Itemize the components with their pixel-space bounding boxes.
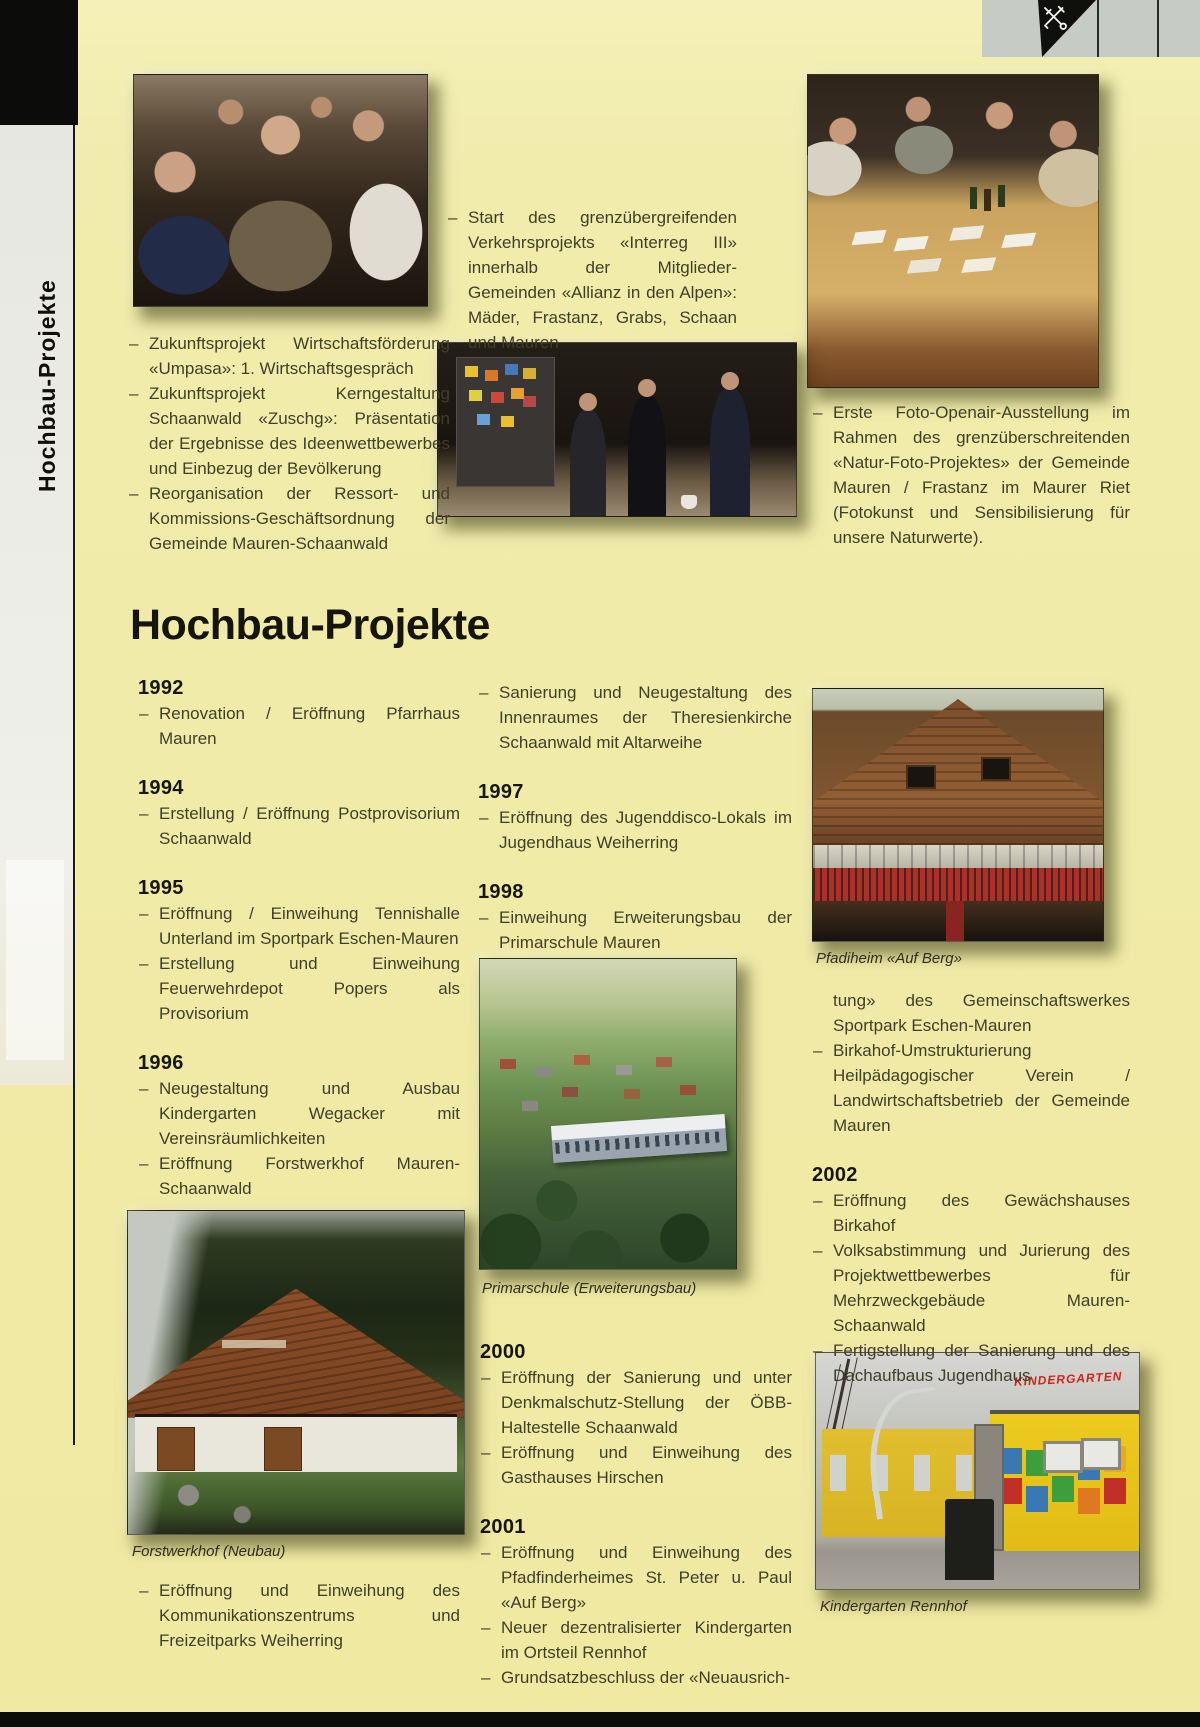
bullet-text: Eröffnung des Jugenddisco-Lokals im Jugendhaus Weiherring: [499, 808, 792, 852]
intro-left-text: [128, 331, 450, 556]
bullet-text: Volksabstimmung und Jurierung des Projektwettbewerbes für Mehrzweckgebäude Mauren-Schaanwald: [833, 1241, 1130, 1335]
bullet-text: Sanierung und Neugestaltung des Innenraumes der Theresienkirche Schaanwald mit Altarweihe: [499, 683, 792, 752]
band-divider-line: [1097, 0, 1099, 57]
bullet-dash: –: [813, 1041, 823, 1060]
bullet-text: Birkahof-Umstrukturierung Heilpädagogischer Verein / Landwirtschaftsbetrieb der Gemeinde Mauren: [833, 1041, 1130, 1135]
bullet-text: Grundsatzbeschluss der «Neuausrich-: [501, 1668, 791, 1687]
bullet-item: [138, 951, 460, 1026]
bullet-dash: –: [448, 208, 458, 227]
year-section-1995: [138, 876, 460, 1026]
photo-decor-person: [628, 395, 666, 516]
bullet-text: tung» des Gemeinschaftswerkes Sportpark Eschen-Mauren: [833, 991, 1130, 1035]
photo-decor-window: [1081, 1438, 1121, 1470]
timeline-col1-closing: [138, 1578, 460, 1653]
bullet-text: Eröffnung Forstwerkhof Mauren-Schaanwald: [159, 1154, 460, 1198]
bullet-item: [138, 1151, 460, 1201]
bullet-dash: –: [139, 704, 149, 723]
page-corner-mark: [0, 0, 78, 125]
bullet-dash: –: [813, 1191, 823, 1210]
photo-decor-person: [570, 409, 606, 516]
bullet-item: [480, 1665, 792, 1690]
bullet-item: [480, 1615, 792, 1665]
photo-decor-sticky-notes: [465, 366, 478, 377]
photo-decor-pinboard: [456, 357, 555, 487]
photo-decor-facade-band: [813, 845, 1103, 868]
photo-decor-bottles: [970, 187, 977, 209]
photo-decor-school-building: [551, 1114, 727, 1163]
timeline-col1: [138, 676, 460, 1201]
year-section-2001: [480, 1515, 792, 1690]
bullet-item: [128, 381, 450, 481]
year-label: 2001: [480, 1516, 526, 1538]
page-title: Hochbau-Projekte: [130, 601, 490, 649]
year-label: 1996: [138, 1052, 184, 1074]
bullet-item: [480, 1540, 792, 1615]
bullet-dash: –: [813, 1341, 823, 1360]
bullet-dash: –: [481, 1618, 491, 1637]
year-section-1997: [478, 780, 792, 855]
bullet-dash: –: [139, 1581, 149, 1600]
photo-decor-building-wing: [990, 1410, 1139, 1551]
bullet-text: Renovation / Eröffnung Pfarrhaus Mauren: [159, 704, 460, 748]
bullet-item: [812, 1038, 1130, 1138]
bullet-item: [812, 1188, 1130, 1238]
year-label: 1994: [138, 777, 184, 799]
year-section-2001-cont: [812, 988, 1130, 1138]
bullet-dash: –: [813, 1241, 823, 1260]
bullet-dash: –: [139, 1079, 149, 1098]
caption-kindergarten: Kindergarten Rennhof: [820, 1598, 967, 1615]
bullet-dash: –: [481, 1443, 491, 1462]
bullet-continuation: [812, 988, 1130, 1038]
photo-decor-balcony: [813, 868, 1103, 901]
kindergarten-wall-text: KINDERGARTEN: [1014, 1369, 1124, 1389]
meeting-table-photo: [807, 74, 1099, 388]
bullet-text: Start des grenzübergreifenden Verkehrsprojekts «Interreg III» innerhalb der Mitglieder-Gemeinden «Allianz in den Alpen»: Mäder, Frastanz, Grabs, Schaan und Mauren: [468, 208, 737, 352]
photo-decor-roof: [812, 699, 1104, 845]
bullet-dash: –: [129, 484, 139, 503]
intro-right-text: [812, 400, 1130, 550]
year-section-2002: [812, 1163, 1130, 1388]
band-divider-line: [1157, 0, 1159, 57]
bullet-item: [138, 801, 460, 851]
bullet-dash: –: [139, 1154, 149, 1173]
year-section-1994: [138, 776, 460, 851]
sidebar-divider-line: [73, 125, 75, 1445]
caption-pfadiheim: Pfadiheim «Auf Berg»: [816, 950, 962, 967]
photo-decor-window: [1043, 1441, 1083, 1473]
intro-middle-text: [447, 205, 737, 355]
photo-decor-roof: [128, 1289, 464, 1418]
bullet-text: Zukunftsprojekt Kerngestaltung Schaanwald «Zuschg»: Präsentation der Ergebnisse des Ideenwettbewerbes und Einbezug der Bevölkerung: [149, 384, 450, 478]
bullet-text: Zukunftsprojekt Wirtschaftsförderung «Umpasa»: 1. Wirtschaftsgespräch: [149, 334, 450, 378]
bullet-text: Erste Foto-Openair-Ausstellung im Rahmen des grenzüberschreitenden «Natur-Foto-Projektes» der Gemeinde Mauren / Frastanz im Maurer Riet (Fotokunst und Sensibilisierung für unsere Naturwerte).: [833, 403, 1130, 547]
bullet-item: [480, 1440, 792, 1490]
timeline-col2-lower: [480, 1340, 792, 1690]
forstwerkhof-photo: [127, 1210, 465, 1535]
bullet-text: Neuer dezentralisierter Kindergarten im Ortsteil Rennhof: [501, 1618, 792, 1662]
bullet-dash: –: [479, 908, 489, 927]
bullet-text: Eröffnung und Einweihung des Gasthauses Hirschen: [501, 1443, 792, 1487]
photo-decor-shutter: [157, 1427, 195, 1471]
sidebar-strip-patch: [6, 860, 64, 1060]
presentation-photo: [437, 342, 797, 517]
bullet-item: [812, 400, 1130, 550]
header-band: [982, 0, 1200, 57]
bullet-text: Eröffnung und Einweihung des Kommunikationszentrums und Freizeitparks Weiherring: [159, 1581, 460, 1650]
year-label: 1997: [478, 781, 524, 803]
bullet-item: [447, 205, 737, 355]
year-label: 1998: [478, 881, 524, 903]
bullet-text: Eröffnung der Sanierung und unter Denkmalschutz-Stellung der ÖBB-Haltestelle Schaanwald: [501, 1368, 792, 1437]
year-label: 2000: [480, 1341, 526, 1363]
year-section-1992: [138, 676, 460, 751]
bottom-edge-bar: [0, 1712, 1200, 1727]
bullet-text: Eröffnung und Einweihung des Pfadfinderheimes St. Peter u. Paul «Auf Berg»: [501, 1543, 792, 1612]
bullet-dash: –: [139, 904, 149, 923]
photo-decor-bin: [945, 1499, 993, 1579]
bullet-item: [812, 1338, 1130, 1388]
bullet-item: [812, 1238, 1130, 1338]
timeline-col3: [812, 988, 1130, 1388]
bullet-item: [138, 701, 460, 751]
year-section-1996-cont: [478, 680, 792, 755]
year-section-2000: [480, 1340, 792, 1490]
photo-decor-canopy: [859, 1386, 952, 1519]
photo-decor-plant-pot: [681, 495, 697, 509]
photo-decor-window: [906, 765, 936, 789]
bullet-item: [480, 1365, 792, 1440]
photo-decor-pillar: [946, 901, 964, 941]
corner-triangle: [1038, 0, 1096, 57]
bullet-dash: –: [139, 954, 149, 973]
bullet-dash: –: [139, 804, 149, 823]
bullet-item: [478, 905, 792, 955]
year-label: 1995: [138, 877, 184, 899]
bullet-text: Neugestaltung und Ausbau Kindergarten Wegacker mit Vereinsräumlichkeiten: [159, 1079, 460, 1148]
year-label: 2002: [812, 1164, 858, 1186]
bullet-item: [128, 331, 450, 381]
bullet-dash: –: [479, 808, 489, 827]
bullet-item: [138, 1076, 460, 1151]
bullet-item: [128, 481, 450, 556]
bullet-text: Erstellung und Einweihung Feuerwehrdepot Popers als Provisorium: [159, 954, 460, 1023]
bullet-item: [478, 680, 792, 755]
photo-decor-papers: [852, 230, 887, 246]
year-section-1998: [478, 880, 792, 955]
bullet-dash: –: [481, 1543, 491, 1562]
bullet-text: Reorganisation der Ressort- und Kommissions-Geschäftsordnung der Gemeinde Mauren-Schaanwald: [149, 484, 450, 553]
sidebar-vertical-label: Hochbau-Projekte: [34, 279, 60, 492]
bullet-dash: –: [481, 1668, 491, 1687]
bullet-dash: –: [129, 334, 139, 353]
bullet-dash: –: [481, 1368, 491, 1387]
bullet-item: [478, 805, 792, 855]
photo-decor-wall: [135, 1414, 458, 1472]
bullet-text: Erstellung / Eröffnung Postprovisorium Schaanwald: [159, 804, 460, 848]
bullet-dash: –: [129, 384, 139, 403]
photo-decor-village-roofs: [500, 1059, 516, 1069]
bullet-text: Eröffnung des Gewächshauses Birkahof: [833, 1191, 1130, 1235]
photo-decor-person: [710, 388, 750, 516]
audience-photo: [133, 74, 428, 307]
bullet-text: Einweihung Erweiterungsbau der Primarschule Mauren: [499, 908, 792, 952]
bullet-text: Eröffnung / Einweihung Tennishalle Unterland im Sportpark Eschen-Mauren: [159, 904, 460, 948]
crossed-key-and-sword-icon: [1040, 3, 1070, 33]
bullet-item: [138, 1578, 460, 1653]
photo-decor-shutter: [264, 1427, 302, 1471]
timeline-col2-upper: [478, 680, 792, 955]
bullet-dash: –: [479, 683, 489, 702]
caption-primarschule: Primarschule (Erweiterungsbau): [482, 1280, 697, 1297]
bullet-text: Fertigstellung der Sanierung und des Dachaufbaus Jugendhaus: [833, 1341, 1130, 1385]
caption-forstwerkhof: Forstwerkhof (Neubau): [132, 1543, 286, 1560]
bullet-item: [138, 901, 460, 951]
pfadiheim-photo: [812, 688, 1104, 942]
photo-decor-roof-sign: [222, 1340, 286, 1348]
photo-decor-window: [981, 757, 1011, 781]
year-section-1996: [138, 1051, 460, 1201]
year-label: 1992: [138, 677, 184, 699]
primarschule-aerial-photo: [479, 958, 737, 1270]
bullet-dash: –: [813, 403, 823, 422]
